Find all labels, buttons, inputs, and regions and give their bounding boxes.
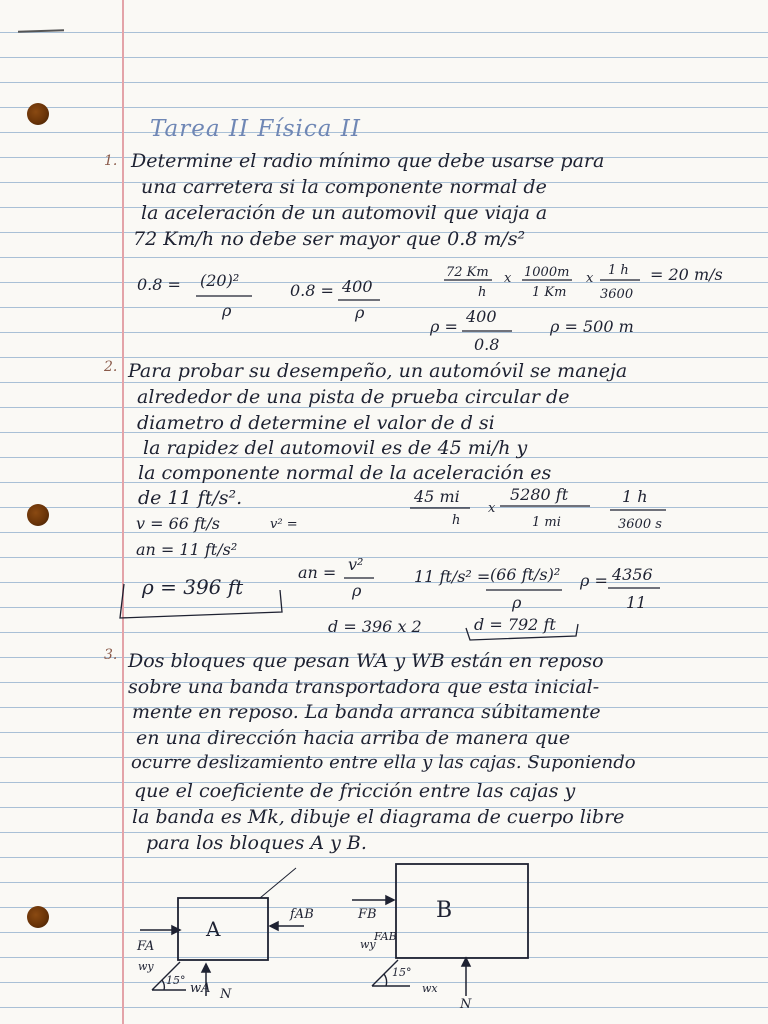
fraction-denominator: ρ [355,303,365,322]
fraction-denominator: ρ [352,581,362,600]
conversion-numerator: 72 Km [446,265,489,280]
problem2-line: diametro d determine el valor de d si [137,412,495,434]
problem1-line: una carretera si la componente normal de [141,176,547,198]
conversion-denominator: h [478,285,487,300]
weight-component-wx: wx [422,982,438,995]
force-label-fa: FA [137,939,155,954]
problem2-line: la rapidez del automovil es de 45 mi/h y [143,437,528,459]
fraction-numerator: (20)² [200,271,240,290]
velocity-value: v = 66 ft/s [136,514,221,533]
normal-acceleration: an = 11 ft/s² [136,540,238,559]
weight-label-wa: wA [190,981,211,996]
normal-force-label: N [220,987,232,1002]
problem3-line: ocurre deslizamiento entre ella y las cajas. Suponiendo [131,752,636,773]
problem3-line: que el coeficiente de fricción entre las cajas y [134,780,576,802]
problem2-line: la componente normal de la aceleración es [138,462,552,484]
conversion-denominator: 3600 [600,287,634,302]
diameter-answer: d = 792 ft [474,615,556,634]
fraction-numerator: v² [348,555,364,574]
equation-lhs: 11 ft/s² = [414,567,491,586]
equation-lhs: 0.8 = [290,281,334,300]
conversion-numerator: 1000m [524,265,570,280]
equation-lhs: ρ = [580,571,608,590]
page-title: Tarea II Física II [150,116,361,142]
block-b-label: B [436,898,453,923]
equation-lhs: ρ = [430,317,458,336]
fraction-denominator: 11 [626,593,647,612]
multiply-sign: x [488,501,496,516]
problem2-line: alrededor de una pista de prueba circular de [137,386,570,408]
conversion-numerator: 1 h [622,487,648,506]
multiply-sign: x [586,271,594,286]
answer: ρ = 500 m [550,317,634,336]
weight-component-wy: wy [138,960,154,973]
diameter-calc: d = 396 x 2 [328,617,422,636]
block-a-label: A [206,917,221,941]
problem3-line: en una dirección hacia arriba de manera que [136,727,571,749]
block-b [396,864,528,958]
equation-lhs: an = [298,563,337,582]
force-label-fb: FB [358,907,377,922]
conversion-numerator: 45 mi [414,487,460,506]
problem3-line: sobre una banda transportadora que esta inicial- [128,676,600,698]
conversion-denominator: 1 Km [532,285,567,300]
conversion-result: = 20 m/s [650,265,723,284]
fraction-denominator: ρ [222,301,232,320]
force-label-fab: FAB [374,930,397,943]
fraction-numerator: 400 [466,307,497,326]
problem1-line: 72 Km/h no debe ser mayor que 0.8 m/s² [133,228,526,250]
problem3-line: para los bloques A y B. [146,832,367,854]
fraction-numerator: 400 [342,277,373,296]
problem-number: 1. [104,153,118,169]
problem2-line: de 11 ft/s². [138,487,243,509]
conversion-denominator: 1 mi [532,515,561,530]
conversion-denominator: h [452,513,461,528]
fraction-denominator: 0.8 [474,335,500,354]
problem1-line: Determine el radio mínimo que debe usarse para [131,150,605,172]
fraction-numerator: (66 ft/s)² [490,565,561,584]
velocity-squared: v² = [270,517,298,532]
conversion-numerator: 5280 ft [510,485,569,504]
conversion-denominator: 3600 s [618,517,662,532]
angle-label: 15° [392,966,412,979]
problem-number: 2. [104,359,118,375]
fraction-denominator: ρ [512,593,522,612]
problem2-line: Para probar su desempeño, un automóvil se maneja [128,360,628,382]
multiply-sign: x [504,271,512,286]
problem3-line: la banda es Mk, dibuje el diagrama de cuerpo libre [132,806,625,828]
normal-force-label: N [460,997,472,1012]
force-label-fab: fAB [290,907,314,922]
equation-lhs: 0.8 = [137,275,181,294]
conversion-numerator: 1 h [608,263,629,278]
angle-label: 15° [166,974,186,987]
boxed-result: ρ = 396 ft [142,575,244,599]
problem1-line: la aceleración de un automovil que viaja a [141,202,548,224]
problem-number: 3. [104,647,118,663]
problem3-line: mente en reposo. La banda arranca súbitamente [132,701,601,723]
fraction-numerator: 4356 [612,565,653,584]
problem3-line: Dos bloques que pesan WA y WB están en reposo [128,650,604,672]
weight-component-wy: wy [360,938,376,951]
block-a [178,898,268,960]
